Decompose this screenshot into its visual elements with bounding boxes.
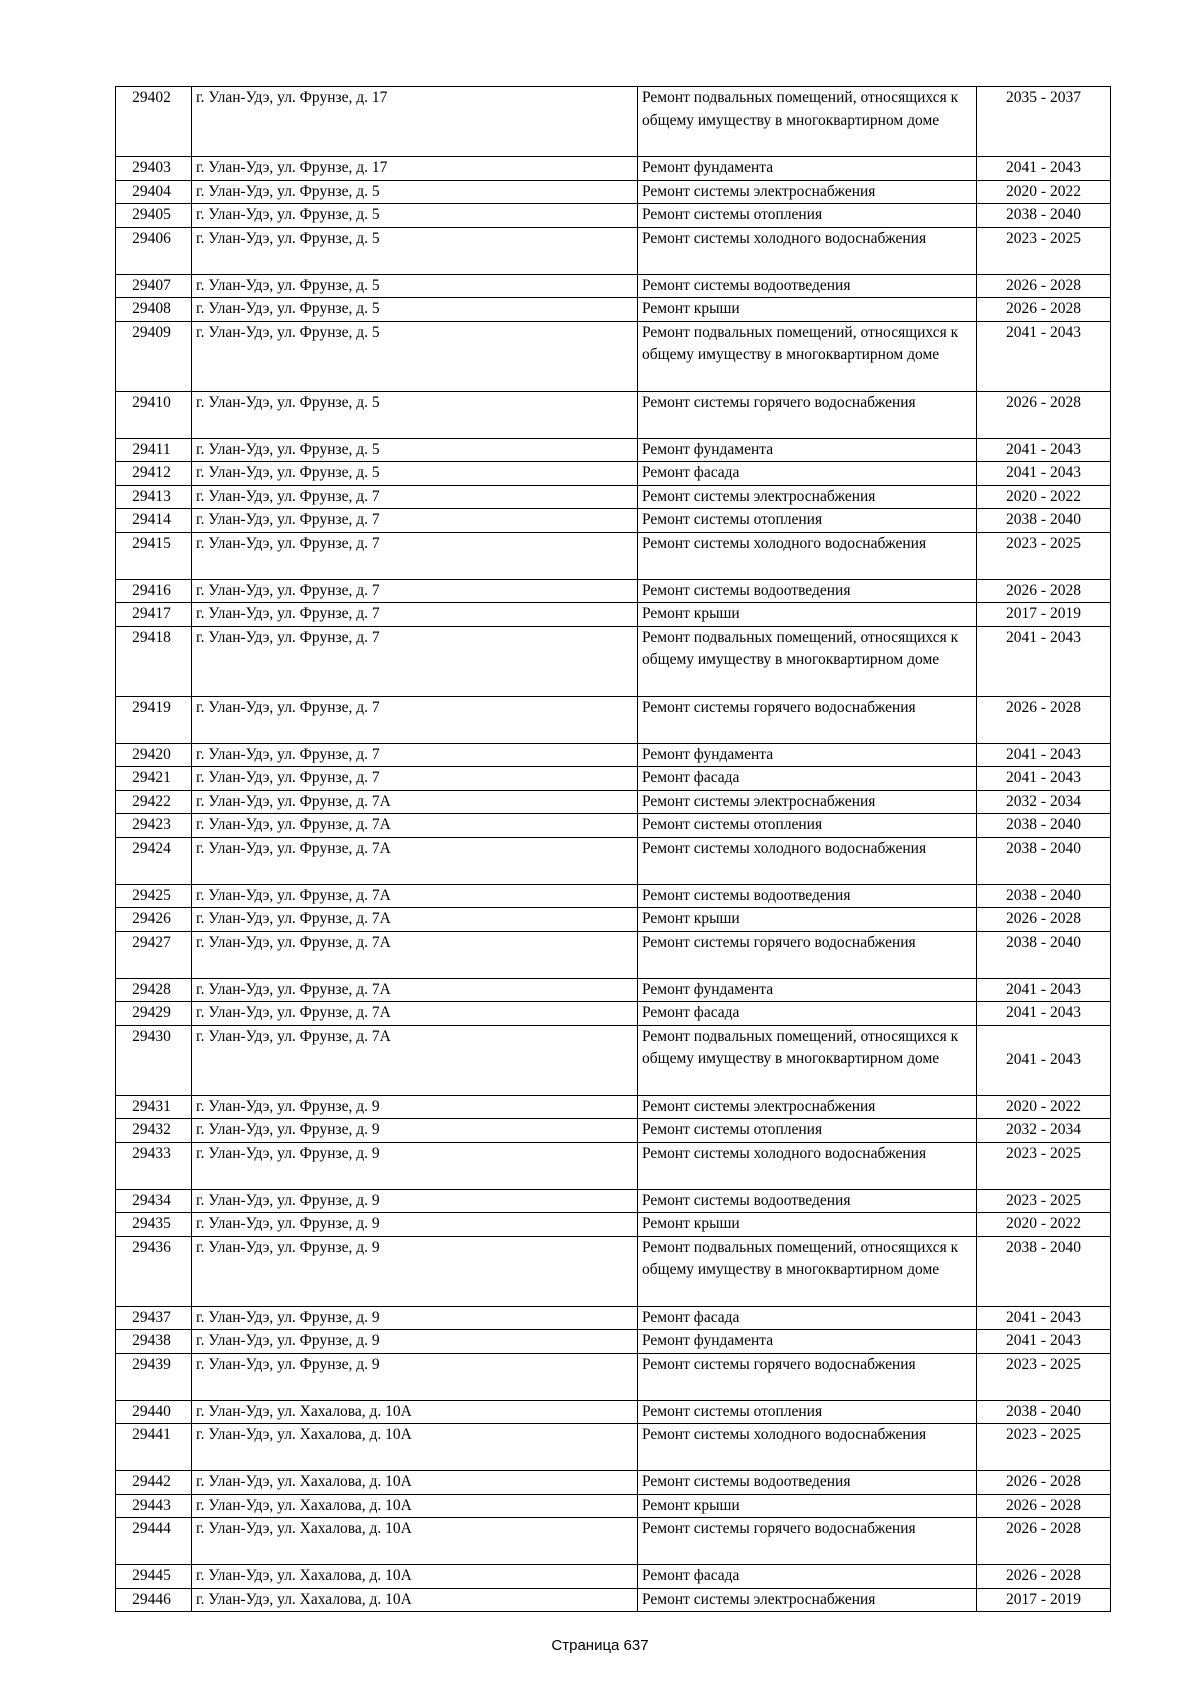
period-cell: 2041 - 2043 <box>977 1025 1111 1095</box>
table-row <box>116 837 1111 884</box>
address-cell: г. Улан-Удэ, ул. Фрунзе, д. 9 <box>192 1236 638 1306</box>
period-cell: 2041 - 2043 <box>977 767 1111 791</box>
address-cell: г. Улан-Удэ, ул. Фрунзе, д. 5 <box>192 438 638 462</box>
period-cell: 2026 - 2028 <box>977 298 1111 322</box>
period-cell: 2038 - 2040 <box>977 204 1111 228</box>
table-row <box>116 485 1111 509</box>
table-row <box>116 603 1111 627</box>
address-cell: г. Улан-Удэ, ул. Хахалова, д. 10А <box>192 1400 638 1424</box>
address-cell: г. Улан-Удэ, ул. Хахалова, д. 10А <box>192 1518 638 1565</box>
work-type-cell: Ремонт системы горячего водоснабжения <box>638 1353 977 1400</box>
row-number: 29409 <box>116 321 192 391</box>
table-row <box>116 743 1111 767</box>
row-number: 29433 <box>116 1142 192 1189</box>
work-type-cell: Ремонт системы отопления <box>638 1119 977 1143</box>
work-type-cell: Ремонт подвальных помещений, относящихся к общему имуществу в многоквартирном доме <box>638 321 977 391</box>
address-cell: г. Улан-Удэ, ул. Фрунзе, д. 7А <box>192 1002 638 1026</box>
period-cell: 2023 - 2025 <box>977 227 1111 274</box>
table-row <box>116 462 1111 486</box>
period-cell: 2023 - 2025 <box>977 1142 1111 1189</box>
work-type-cell: Ремонт фасада <box>638 767 977 791</box>
table-row <box>116 1400 1111 1424</box>
row-number: 29436 <box>116 1236 192 1306</box>
work-type-cell: Ремонт системы водоотведения <box>638 274 977 298</box>
work-type-cell: Ремонт системы отопления <box>638 509 977 533</box>
address-cell: г. Улан-Удэ, ул. Фрунзе, д. 9 <box>192 1189 638 1213</box>
work-type-cell: Ремонт системы холодного водоснабжения <box>638 532 977 579</box>
period-cell: 2026 - 2028 <box>977 274 1111 298</box>
row-number: 29444 <box>116 1518 192 1565</box>
period-cell: 2023 - 2025 <box>977 532 1111 579</box>
row-number: 29418 <box>116 626 192 696</box>
repair-schedule-table <box>115 86 1111 1612</box>
address-cell: г. Улан-Удэ, ул. Фрунзе, д. 17 <box>192 87 638 157</box>
period-cell: 2026 - 2028 <box>977 908 1111 932</box>
address-cell: г. Улан-Удэ, ул. Фрунзе, д. 9 <box>192 1142 638 1189</box>
table-row <box>116 274 1111 298</box>
row-number: 29422 <box>116 790 192 814</box>
work-type-cell: Ремонт фундамента <box>638 978 977 1002</box>
table-row <box>116 1142 1111 1189</box>
row-number: 29443 <box>116 1494 192 1518</box>
period-cell: 2041 - 2043 <box>977 743 1111 767</box>
row-number: 29402 <box>116 87 192 157</box>
table-row <box>116 767 1111 791</box>
row-number: 29441 <box>116 1424 192 1471</box>
period-cell: 2020 - 2022 <box>977 1213 1111 1237</box>
work-type-cell: Ремонт системы отопления <box>638 814 977 838</box>
address-cell: г. Улан-Удэ, ул. Фрунзе, д. 9 <box>192 1353 638 1400</box>
work-type-cell: Ремонт системы отопления <box>638 1400 977 1424</box>
period-cell: 2038 - 2040 <box>977 814 1111 838</box>
table-row <box>116 1236 1111 1306</box>
row-number: 29419 <box>116 696 192 743</box>
work-type-cell: Ремонт системы холодного водоснабжения <box>638 1142 977 1189</box>
work-type-cell: Ремонт фасада <box>638 1306 977 1330</box>
row-number: 29429 <box>116 1002 192 1026</box>
row-number: 29404 <box>116 180 192 204</box>
row-number: 29442 <box>116 1471 192 1495</box>
row-number: 29415 <box>116 532 192 579</box>
work-type-cell: Ремонт системы электроснабжения <box>638 1588 977 1612</box>
row-number: 29410 <box>116 391 192 438</box>
table-row <box>116 180 1111 204</box>
address-cell: г. Улан-Удэ, ул. Фрунзе, д. 7 <box>192 485 638 509</box>
address-cell: г. Улан-Удэ, ул. Хахалова, д. 10А <box>192 1494 638 1518</box>
period-cell: 2017 - 2019 <box>977 1588 1111 1612</box>
address-cell: г. Улан-Удэ, ул. Фрунзе, д. 5 <box>192 321 638 391</box>
row-number: 29432 <box>116 1119 192 1143</box>
row-number: 29406 <box>116 227 192 274</box>
address-cell: г. Улан-Удэ, ул. Фрунзе, д. 7 <box>192 767 638 791</box>
period-cell: 2023 - 2025 <box>977 1353 1111 1400</box>
work-type-cell: Ремонт подвальных помещений, относящихся к общему имуществу в многоквартирном доме <box>638 87 977 157</box>
table-row <box>116 1189 1111 1213</box>
row-number: 29417 <box>116 603 192 627</box>
work-type-cell: Ремонт фундамента <box>638 743 977 767</box>
address-cell: г. Улан-Удэ, ул. Фрунзе, д. 9 <box>192 1119 638 1143</box>
period-cell: 2026 - 2028 <box>977 1471 1111 1495</box>
period-cell: 2017 - 2019 <box>977 603 1111 627</box>
period-cell: 2026 - 2028 <box>977 391 1111 438</box>
address-cell: г. Улан-Удэ, ул. Фрунзе, д. 5 <box>192 298 638 322</box>
work-type-cell: Ремонт системы электроснабжения <box>638 790 977 814</box>
period-cell: 2041 - 2043 <box>977 1002 1111 1026</box>
work-type-cell: Ремонт системы водоотведения <box>638 884 977 908</box>
table-row <box>116 1213 1111 1237</box>
address-cell: г. Улан-Удэ, ул. Фрунзе, д. 9 <box>192 1306 638 1330</box>
table-row <box>116 1330 1111 1354</box>
work-type-cell: Ремонт системы горячего водоснабжения <box>638 931 977 978</box>
work-type-cell: Ремонт крыши <box>638 1494 977 1518</box>
address-cell: г. Улан-Удэ, ул. Фрунзе, д. 7А <box>192 837 638 884</box>
address-cell: г. Улан-Удэ, ул. Фрунзе, д. 7А <box>192 1025 638 1095</box>
table-row <box>116 509 1111 533</box>
row-number: 29425 <box>116 884 192 908</box>
table-row <box>116 1095 1111 1119</box>
address-cell: г. Улан-Удэ, ул. Хахалова, д. 10А <box>192 1588 638 1612</box>
address-cell: г. Улан-Удэ, ул. Фрунзе, д. 5 <box>192 274 638 298</box>
period-cell: 2041 - 2043 <box>977 626 1111 696</box>
row-number: 29407 <box>116 274 192 298</box>
row-number: 29424 <box>116 837 192 884</box>
address-cell: г. Улан-Удэ, ул. Фрунзе, д. 7А <box>192 908 638 932</box>
address-cell: г. Улан-Удэ, ул. Фрунзе, д. 5 <box>192 462 638 486</box>
period-cell: 2026 - 2028 <box>977 1565 1111 1589</box>
table-row <box>116 978 1111 1002</box>
row-number: 29438 <box>116 1330 192 1354</box>
work-type-cell: Ремонт крыши <box>638 603 977 627</box>
table-row <box>116 1306 1111 1330</box>
address-cell: г. Улан-Удэ, ул. Фрунзе, д. 9 <box>192 1095 638 1119</box>
period-cell: 2023 - 2025 <box>977 1424 1111 1471</box>
table-row <box>116 1119 1111 1143</box>
period-cell: 2038 - 2040 <box>977 837 1111 884</box>
row-number: 29426 <box>116 908 192 932</box>
address-cell: г. Улан-Удэ, ул. Фрунзе, д. 7А <box>192 884 638 908</box>
work-type-cell: Ремонт фундамента <box>638 438 977 462</box>
work-type-cell: Ремонт фундамента <box>638 157 977 181</box>
work-type-cell: Ремонт системы горячего водоснабжения <box>638 391 977 438</box>
period-cell: 2023 - 2025 <box>977 1189 1111 1213</box>
work-type-cell: Ремонт подвальных помещений, относящихся к общему имуществу в многоквартирном доме <box>638 1025 977 1095</box>
row-number: 29427 <box>116 931 192 978</box>
period-cell: 2038 - 2040 <box>977 1400 1111 1424</box>
row-number: 29405 <box>116 204 192 228</box>
table-body <box>116 87 1111 1612</box>
row-number: 29428 <box>116 978 192 1002</box>
table-row <box>116 1002 1111 1026</box>
row-number: 29420 <box>116 743 192 767</box>
table-row <box>116 321 1111 391</box>
row-number: 29431 <box>116 1095 192 1119</box>
address-cell: г. Улан-Удэ, ул. Фрунзе, д. 5 <box>192 204 638 228</box>
row-number: 29403 <box>116 157 192 181</box>
table-row <box>116 790 1111 814</box>
address-cell: г. Улан-Удэ, ул. Фрунзе, д. 9 <box>192 1213 638 1237</box>
period-cell: 2020 - 2022 <box>977 485 1111 509</box>
table-row <box>116 626 1111 696</box>
work-type-cell: Ремонт фасада <box>638 1565 977 1589</box>
work-type-cell: Ремонт системы отопления <box>638 204 977 228</box>
table-row <box>116 1471 1111 1495</box>
period-cell: 2032 - 2034 <box>977 1119 1111 1143</box>
table-row <box>116 438 1111 462</box>
table-row <box>116 157 1111 181</box>
period-cell: 2038 - 2040 <box>977 1236 1111 1306</box>
period-cell: 2041 - 2043 <box>977 1306 1111 1330</box>
table-row <box>116 204 1111 228</box>
row-number: 29440 <box>116 1400 192 1424</box>
table-row <box>116 1494 1111 1518</box>
period-cell: 2020 - 2022 <box>977 180 1111 204</box>
row-number: 29408 <box>116 298 192 322</box>
row-number: 29445 <box>116 1565 192 1589</box>
period-cell: 2041 - 2043 <box>977 462 1111 486</box>
work-type-cell: Ремонт крыши <box>638 1213 977 1237</box>
address-cell: г. Улан-Удэ, ул. Фрунзе, д. 7 <box>192 532 638 579</box>
work-type-cell: Ремонт системы холодного водоснабжения <box>638 1424 977 1471</box>
work-type-cell: Ремонт системы электроснабжения <box>638 1095 977 1119</box>
row-number: 29423 <box>116 814 192 838</box>
period-cell: 2020 - 2022 <box>977 1095 1111 1119</box>
work-type-cell: Ремонт системы водоотведения <box>638 1471 977 1495</box>
table-row <box>116 227 1111 274</box>
row-number: 29446 <box>116 1588 192 1612</box>
row-number: 29435 <box>116 1213 192 1237</box>
table-row <box>116 1424 1111 1471</box>
row-number: 29437 <box>116 1306 192 1330</box>
period-cell: 2041 - 2043 <box>977 157 1111 181</box>
table-row <box>116 814 1111 838</box>
address-cell: г. Улан-Удэ, ул. Фрунзе, д. 7 <box>192 579 638 603</box>
row-number: 29414 <box>116 509 192 533</box>
address-cell: г. Улан-Удэ, ул. Фрунзе, д. 5 <box>192 180 638 204</box>
table-row <box>116 884 1111 908</box>
period-cell: 2032 - 2034 <box>977 790 1111 814</box>
work-type-cell: Ремонт системы водоотведения <box>638 579 977 603</box>
period-cell: 2041 - 2043 <box>977 1330 1111 1354</box>
table-row <box>116 532 1111 579</box>
address-cell: г. Улан-Удэ, ул. Фрунзе, д. 17 <box>192 157 638 181</box>
address-cell: г. Улан-Удэ, ул. Фрунзе, д. 7А <box>192 790 638 814</box>
work-type-cell: Ремонт подвальных помещений, относящихся к общему имуществу в многоквартирном доме <box>638 1236 977 1306</box>
address-cell: г. Улан-Удэ, ул. Хахалова, д. 10А <box>192 1471 638 1495</box>
work-type-cell: Ремонт системы горячего водоснабжения <box>638 696 977 743</box>
address-cell: г. Улан-Удэ, ул. Фрунзе, д. 7 <box>192 603 638 627</box>
row-number: 29421 <box>116 767 192 791</box>
work-type-cell: Ремонт фасада <box>638 462 977 486</box>
row-number: 29412 <box>116 462 192 486</box>
table-row <box>116 1353 1111 1400</box>
address-cell: г. Улан-Удэ, ул. Фрунзе, д. 5 <box>192 227 638 274</box>
table-row <box>116 298 1111 322</box>
address-cell: г. Улан-Удэ, ул. Хахалова, д. 10А <box>192 1565 638 1589</box>
period-cell: 2038 - 2040 <box>977 931 1111 978</box>
work-type-cell: Ремонт системы водоотведения <box>638 1189 977 1213</box>
work-type-cell: Ремонт системы горячего водоснабжения <box>638 1518 977 1565</box>
address-cell: г. Улан-Удэ, ул. Фрунзе, д. 7А <box>192 931 638 978</box>
address-cell: г. Улан-Удэ, ул. Фрунзе, д. 9 <box>192 1330 638 1354</box>
period-cell: 2035 - 2037 <box>977 87 1111 157</box>
work-type-cell: Ремонт крыши <box>638 298 977 322</box>
address-cell: г. Улан-Удэ, ул. Фрунзе, д. 7 <box>192 743 638 767</box>
period-cell: 2026 - 2028 <box>977 1494 1111 1518</box>
page-number: Страница 637 <box>551 1637 649 1654</box>
address-cell: г. Улан-Удэ, ул. Фрунзе, д. 7 <box>192 509 638 533</box>
address-cell: г. Улан-Удэ, ул. Хахалова, д. 10А <box>192 1424 638 1471</box>
address-cell: г. Улан-Удэ, ул. Фрунзе, д. 5 <box>192 391 638 438</box>
period-cell: 2026 - 2028 <box>977 1518 1111 1565</box>
work-type-cell: Ремонт фасада <box>638 1002 977 1026</box>
table-row <box>116 696 1111 743</box>
work-type-cell: Ремонт системы холодного водоснабжения <box>638 227 977 274</box>
row-number: 29413 <box>116 485 192 509</box>
table-row <box>116 579 1111 603</box>
address-cell: г. Улан-Удэ, ул. Фрунзе, д. 7А <box>192 814 638 838</box>
table-row <box>116 391 1111 438</box>
row-number: 29434 <box>116 1189 192 1213</box>
table-row <box>116 1518 1111 1565</box>
table-row <box>116 87 1111 157</box>
row-number: 29416 <box>116 579 192 603</box>
table-row <box>116 1565 1111 1589</box>
period-cell: 2026 - 2028 <box>977 579 1111 603</box>
table-row <box>116 1588 1111 1612</box>
address-cell: г. Улан-Удэ, ул. Фрунзе, д. 7А <box>192 978 638 1002</box>
table-row <box>116 931 1111 978</box>
period-cell: 2041 - 2043 <box>977 978 1111 1002</box>
work-type-cell: Ремонт подвальных помещений, относящихся к общему имуществу в многоквартирном доме <box>638 626 977 696</box>
work-type-cell: Ремонт фундамента <box>638 1330 977 1354</box>
period-cell: 2041 - 2043 <box>977 438 1111 462</box>
period-cell: 2041 - 2043 <box>977 321 1111 391</box>
address-cell: г. Улан-Удэ, ул. Фрунзе, д. 7 <box>192 626 638 696</box>
work-type-cell: Ремонт системы холодного водоснабжения <box>638 837 977 884</box>
row-number: 29439 <box>116 1353 192 1400</box>
period-cell: 2038 - 2040 <box>977 884 1111 908</box>
table-row <box>116 1025 1111 1095</box>
row-number: 29430 <box>116 1025 192 1095</box>
work-type-cell: Ремонт системы электроснабжения <box>638 180 977 204</box>
period-cell: 2038 - 2040 <box>977 509 1111 533</box>
table-row <box>116 908 1111 932</box>
period-cell: 2026 - 2028 <box>977 696 1111 743</box>
address-cell: г. Улан-Удэ, ул. Фрунзе, д. 7 <box>192 696 638 743</box>
work-type-cell: Ремонт крыши <box>638 908 977 932</box>
row-number: 29411 <box>116 438 192 462</box>
work-type-cell: Ремонт системы электроснабжения <box>638 485 977 509</box>
